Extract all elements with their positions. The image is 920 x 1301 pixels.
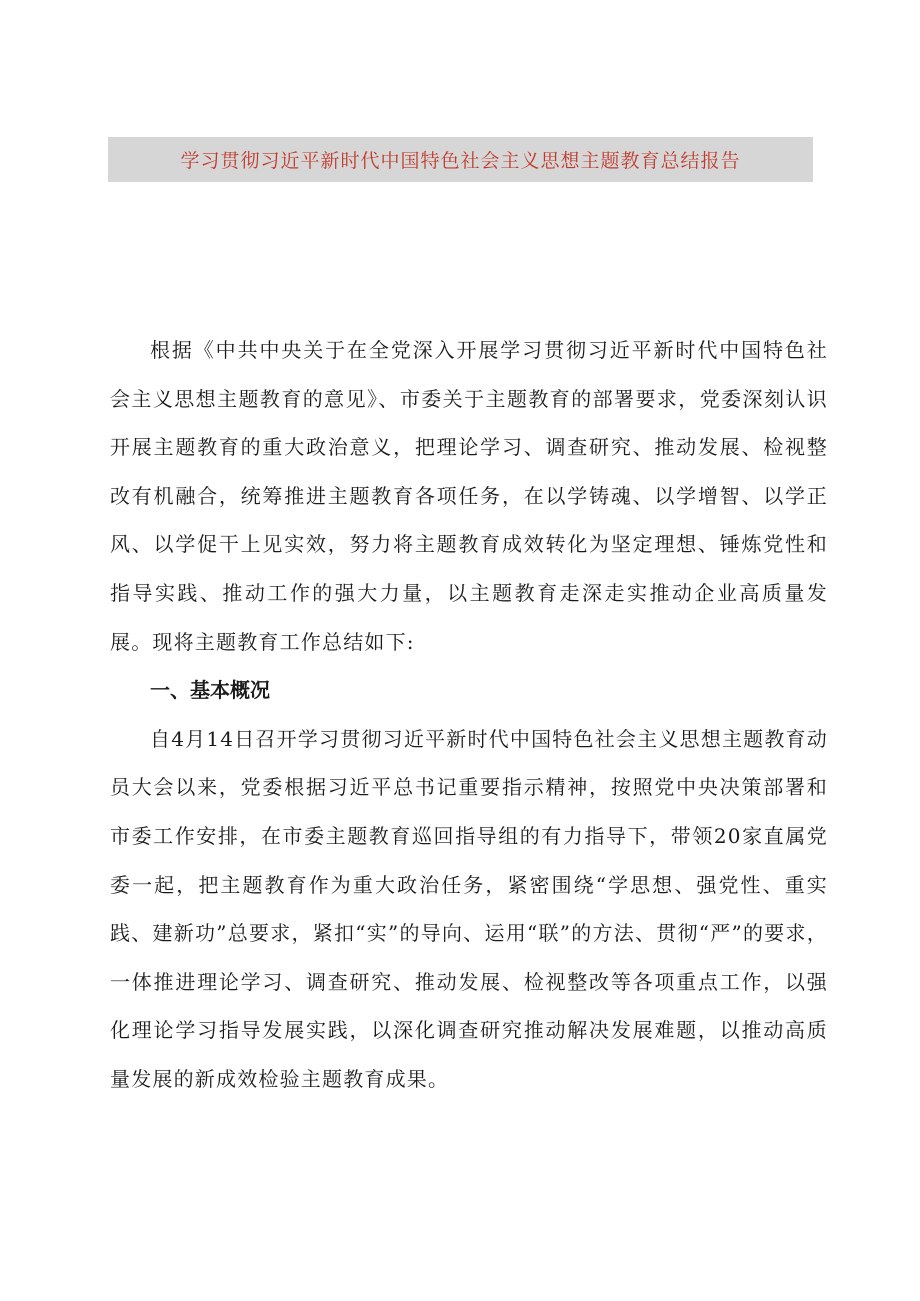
document-body — [110, 326, 828, 1104]
section-heading-basic-overview: 一、基本概况 — [150, 678, 270, 703]
document-title: 学习贯彻习近平新时代中国特色社会主义思想主题教育总结报告 — [180, 150, 741, 172]
title-banner — [108, 137, 813, 182]
overview-paragraph: 自4月14日召开学习贯彻习近平新时代中国特色社会主义思想主题教育动员大会以来，党委根据习近平总书记重要指示精神，按照党中央决策部署和市委工作安排，在市委主题教育巡回指导组的有力指导下，带领20家直属党委一起，把主题教育作为重大政治任务，紧密围绕“学思想、强党性、重实践、建新功”总要求，紧扣“实”的导向、运用“联”的方法、贯彻“严”的要求，一体推进理论学习、调查研究、推动发展、检视整改等各项重点工作，以强化理论学习指导发展实践，以深化调查研究推动解决发展难题，以推动高质量发展的新成效检验主题教育成果。 — [110, 726, 828, 1091]
intro-paragraph: 根据《中共中央关于在全党深入开展学习贯彻习近平新时代中国特色社会主义思想主题教育的意见》、市委关于主题教育的部署要求，党委深刻认识开展主题教育的重大政治意义，把理论学习、调查研究、推动发展、检视整改有机融合，统筹推进主题教育各项任务，在以学铸魂、以学增智、以学正风、以学促干上见实效，努力将主题教育成效转化为坚定理想、锤炼党性和指导实践、推动工作的强大力量，以主题教育走深走实推动企业高质量发展。现将主题教育工作总结如下: — [110, 338, 828, 654]
